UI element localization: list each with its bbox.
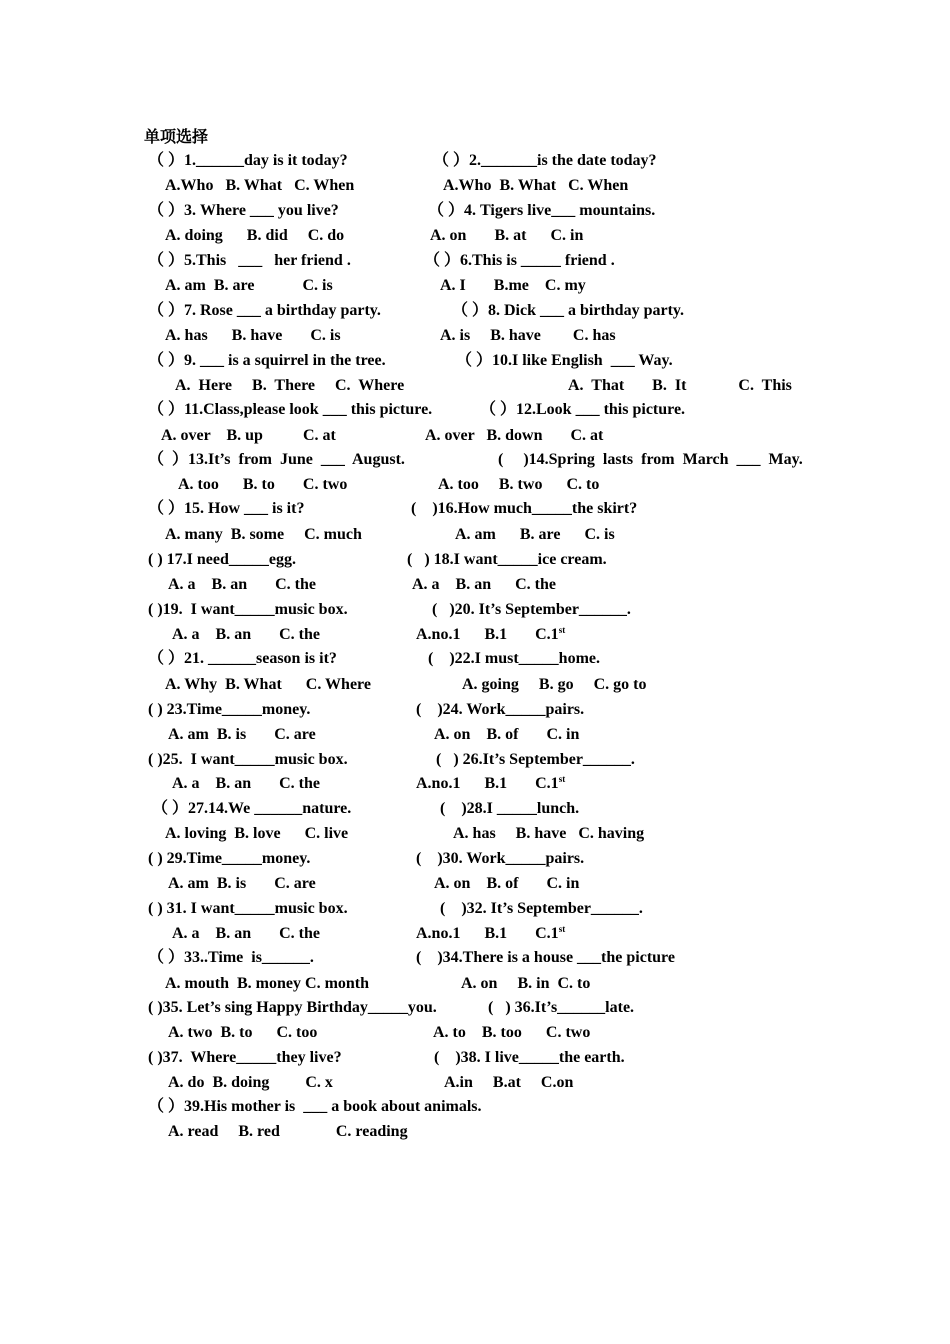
- question-line-left: （ ）1.______day is it today?: [148, 152, 348, 169]
- question-line-left: A. doing B. did C. do: [165, 227, 345, 244]
- question-line-left: A. too B. to C. two: [178, 476, 348, 493]
- question-line-left: （ ）3. Where ___ you live?: [148, 202, 339, 219]
- question-line-left: A. a B. an C. the: [172, 925, 321, 942]
- question-line-left: ( ) 17.I need_____egg.: [148, 551, 296, 568]
- question-line-right: ( )38. I live_____the earth.: [434, 1049, 625, 1066]
- question-line-left: （ ）21. ______season is it?: [148, 650, 337, 667]
- question-line-right: ( ) 26.It’s September______.: [436, 751, 635, 768]
- question-line-right: ( )22.I must_____home.: [428, 650, 600, 667]
- question-line-left: （ ）27.14.We ______nature.: [152, 800, 352, 817]
- question-line-right: ( )16.How much_____the skirt?: [411, 500, 638, 517]
- question-line-right: （ ）10.I like English ___ Way.: [456, 352, 673, 369]
- question-line-left: A.Who B. What C. When: [165, 177, 355, 194]
- question-line-right: A. on B. at C. in: [430, 227, 584, 244]
- question-line-left: A. many B. some C. much: [165, 526, 362, 543]
- question-line-left: （ ）5.This ___ her friend .: [148, 252, 351, 269]
- question-line-left: ( ) 31. I want_____music box.: [148, 900, 348, 917]
- question-line-right: ( )28.I _____lunch.: [440, 800, 580, 817]
- question-line-left: A. am B. is C. are: [168, 875, 316, 892]
- question-line-left: A. am B. is C. are: [168, 726, 316, 743]
- question-line-right: A.no.1 B.1 C.1st: [416, 924, 566, 942]
- question-line-left: （ ）7. Rose ___ a birthday party.: [148, 302, 381, 319]
- ordinal-suffix: st: [558, 625, 566, 635]
- question-line-left: A. over B. up C. at: [161, 427, 336, 444]
- question-line-right: A. has B. have C. having: [453, 825, 645, 842]
- question-line-right: ( )30. Work_____pairs.: [416, 850, 585, 867]
- question-line-right: A. on B. of C. in: [434, 726, 580, 743]
- question-line-left: A. a B. an C. the: [172, 626, 321, 643]
- question-line-left: A. a B. an C. the: [172, 775, 321, 792]
- question-line-right: A.in B.at C.on: [444, 1074, 574, 1091]
- question-line-left: A. do B. doing C. x: [168, 1074, 333, 1091]
- question-line-right: A.no.1 B.1 C.1st: [416, 625, 566, 643]
- question-line-left: （ ）9. ___ is a squirrel in the tree.: [148, 352, 386, 369]
- question-line-right: ( )24. Work_____pairs.: [416, 701, 585, 718]
- question-line-left: ( )37. Where_____they live?: [148, 1049, 342, 1066]
- question-line-left: A. has B. have C. is: [165, 327, 341, 344]
- question-line-right: A. to B. too C. two: [433, 1024, 591, 1041]
- question-line-left: A. Why B. What C. Where: [165, 676, 371, 693]
- question-line-left: A. read B. red C. reading: [168, 1123, 408, 1140]
- question-line-left: ( ) 29.Time_____money.: [148, 850, 311, 867]
- question-line-left: （ ）39.His mother is ___ a book about animals.: [148, 1098, 482, 1115]
- question-line-right: ( )14.Spring lasts from March ___ May.: [498, 451, 803, 468]
- section-heading: 单项选择: [144, 129, 209, 146]
- question-line-right: A.no.1 B.1 C.1st: [416, 774, 566, 792]
- question-line-right: A. too B. two C. to: [438, 476, 600, 493]
- question-line-left: （ ）33..Time is______.: [148, 949, 314, 966]
- question-line-left: ( )25. I want_____music box.: [148, 751, 348, 768]
- question-line-right: ( )20. It’s September______.: [432, 601, 631, 618]
- question-line-right: A. is B. have C. has: [440, 327, 616, 344]
- question-line-left: A. Here B. There C. Where: [175, 377, 405, 394]
- question-line-right: ( ) 36.It’s______late.: [488, 999, 635, 1016]
- question-line-right: A. am B. are C. is: [455, 526, 615, 543]
- ordinal-suffix: st: [558, 774, 566, 784]
- question-line-right: A. over B. down C. at: [425, 427, 604, 444]
- question-line-left: ( )19. I want_____music box.: [148, 601, 348, 618]
- question-line-left: A. am B. are C. is: [165, 277, 333, 294]
- question-line-right: ( )32. It’s September______.: [440, 900, 643, 917]
- question-line-right: A. That B. It C. This: [568, 377, 792, 394]
- question-line-left: ( )35. Let’s sing Happy Birthday_____you.: [148, 999, 437, 1016]
- question-line-right: A. on B. of C. in: [434, 875, 580, 892]
- question-line-left: A. a B. an C. the: [168, 576, 317, 593]
- question-line-right: A. I B.me C. my: [440, 277, 586, 294]
- question-line-right: （ ）4. Tigers live___ mountains.: [428, 202, 656, 219]
- question-line-right: A.Who B. What C. When: [443, 177, 629, 194]
- question-line-right: （ ）6.This is _____ friend .: [424, 252, 615, 269]
- question-line-left: A. mouth B. money C. month: [165, 975, 370, 992]
- question-line-right: A. on B. in C. to: [461, 975, 591, 992]
- question-line-left: （ ）13.It’s from June ___ August.: [148, 451, 405, 468]
- question-line-right: ( )34.There is a house ___the picture: [416, 949, 675, 966]
- question-line-right: A. a B. an C. the: [412, 576, 557, 593]
- question-line-left: A. two B. to C. too: [168, 1024, 318, 1041]
- question-line-right: （ ）8. Dick ___ a birthday party.: [452, 302, 685, 319]
- ordinal-suffix: st: [558, 924, 566, 934]
- question-line-left: （ ）15. How ___ is it?: [148, 500, 305, 517]
- question-line-left: ( ) 23.Time_____money.: [148, 701, 311, 718]
- question-line-right: A. going B. go C. go to: [462, 676, 647, 693]
- question-line-right: （ ）12.Look ___ this picture.: [480, 401, 686, 418]
- question-line-left: A. loving B. love C. live: [165, 825, 349, 842]
- question-line-right: ( ) 18.I want_____ice cream.: [407, 551, 607, 568]
- question-line-left: （ ）11.Class,please look ___ this picture.: [148, 401, 433, 418]
- question-line-right: （ ）2._______is the date today?: [433, 152, 657, 169]
